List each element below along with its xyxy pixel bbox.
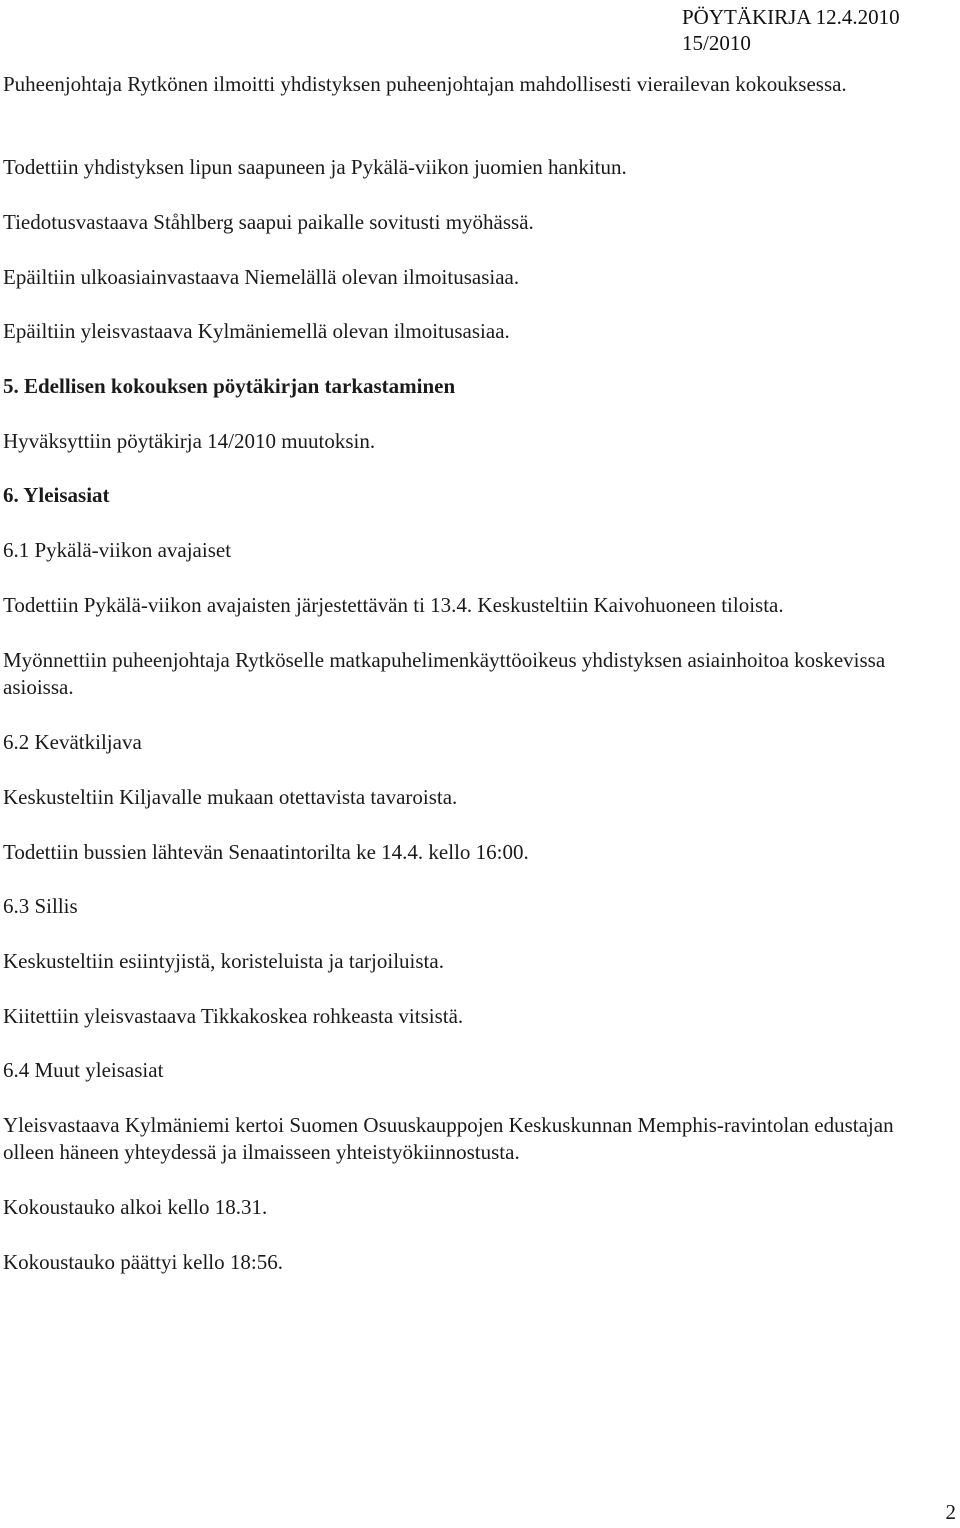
section-heading: 5. Edellisen kokouksen pöytäkirjan tarkastaminen: [3, 374, 456, 398]
subsection-heading: 6.3 Sillis: [3, 894, 78, 918]
header-number: 15/2010: [682, 31, 751, 55]
subsection-heading: 6.1 Pykälä-viikon avajaiset: [3, 538, 232, 562]
paragraph: Todettiin yhdistyksen lipun saapuneen ja Pykälä-viikon juomien hankitun.: [3, 155, 627, 179]
paragraph: Kiitettiin yleisvastaava Tikkakoskea rohkeasta vitsistä.: [3, 1004, 464, 1028]
paragraph: Puheenjohtaja Rytkönen ilmoitti yhdistyksen puheenjohtajan mahdollisesti vierailevan kokouksessa.: [3, 72, 847, 96]
header-title: PÖYTÄKIRJA 12.4.2010: [682, 5, 900, 29]
subsection-heading: 6.2 Kevätkiljava: [3, 730, 142, 754]
paragraph: Keskusteltiin Kiljavalle mukaan otettavista tavaroista.: [3, 785, 458, 809]
paragraph: Epäiltiin ulkoasiainvastaava Niemelällä olevan ilmoitusasiaa.: [3, 265, 520, 289]
paragraph: Kokoustauko päättyi kello 18:56.: [3, 1250, 283, 1274]
paragraph: Yleisvastaava Kylmäniemi kertoi Suomen Osuuskauppojen Keskuskunnan Memphis-ravintolan edustajan olleen häneen yhteydessä ja ilmaisseen yhteistyökiinnostusta.: [3, 1113, 894, 1164]
section-heading: 6. Yleisasiat: [3, 483, 110, 507]
paragraph: Todettiin bussien lähtevän Senaatintorilta ke 14.4. kello 16:00.: [3, 840, 529, 864]
document-header: [682, 4, 900, 56]
paragraph: Tiedotusvastaava Ståhlberg saapui paikalle sovitusti myöhässä.: [3, 210, 534, 234]
page-number: 2: [945, 1500, 956, 1524]
subsection-heading: 6.4 Muut yleisasiat: [3, 1058, 164, 1082]
paragraph: Myönnettiin puheenjohtaja Rytköselle matkapuhelimenkäyttöoikeus yhdistyksen asiainhoitoa koskevissa asioissa.: [3, 648, 886, 699]
paragraph: Epäiltiin yleisvastaava Kylmäniemellä olevan ilmoitusasiaa.: [3, 319, 510, 343]
paragraph: Kokoustauko alkoi kello 18.31.: [3, 1195, 268, 1219]
paragraph: Hyväksyttiin pöytäkirja 14/2010 muutoksin.: [3, 429, 376, 453]
paragraph: Keskusteltiin esiintyjistä, koristeluista ja tarjoiluista.: [3, 949, 444, 973]
paragraph: Todettiin Pykälä-viikon avajaisten järjestettävän ti 13.4. Keskusteltiin Kaivohuoneen tiloista.: [3, 593, 784, 617]
